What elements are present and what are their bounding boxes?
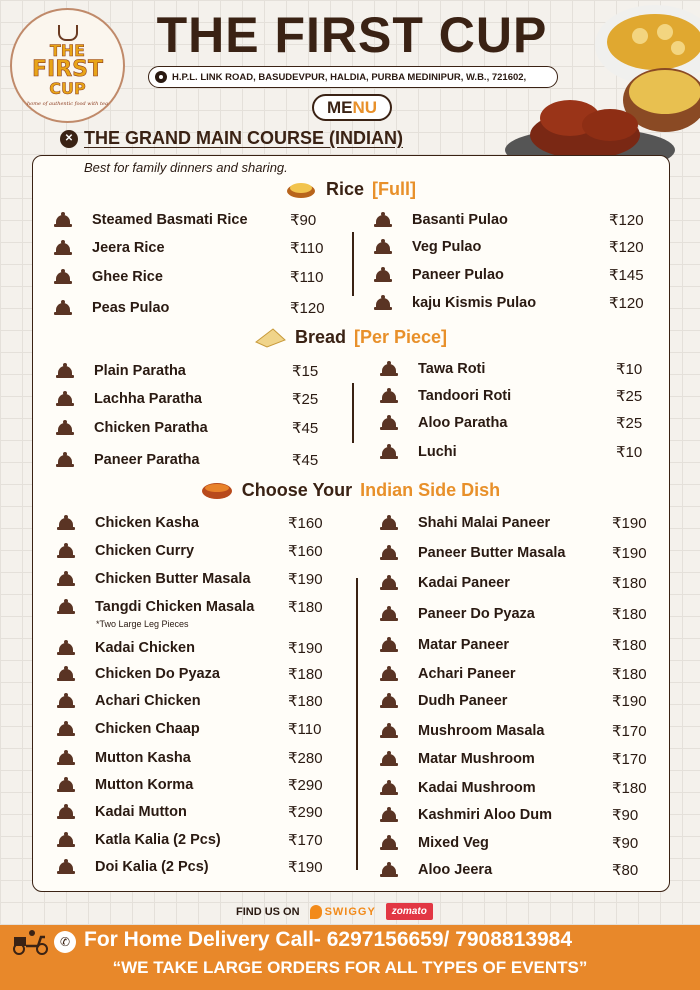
category-qualifier: Indian Side Dish: [360, 479, 501, 500]
cloche-icon: [57, 693, 75, 709]
menu-item-name: Achari Chicken: [95, 693, 201, 709]
curry-bowl-icon: [200, 479, 234, 501]
menu-item: [380, 690, 680, 712]
menu-item: [374, 264, 674, 286]
menu-item-name: Mushroom Masala: [418, 723, 545, 739]
cloche-icon: [54, 240, 72, 256]
cloche-icon: [54, 212, 72, 228]
paneer-piece: [657, 24, 673, 40]
menu-item: [57, 663, 357, 685]
section-heading: [60, 128, 403, 149]
menu-item-name: Plain Paratha: [94, 363, 186, 379]
menu-item-price: ₹170: [612, 751, 647, 768]
menu-item-name: Katla Kalia (2 Pcs): [95, 832, 221, 848]
menu-item: [380, 859, 680, 881]
menu-item-price: ₹180: [612, 575, 647, 592]
cloche-icon: [56, 420, 74, 436]
menu-item-name: Chicken Curry: [95, 543, 195, 559]
category-name: Rice: [325, 178, 365, 199]
menu-item-name: kaju Kismis Pulao: [412, 295, 537, 311]
restaurant-title: THE FIRST CUP: [156, 7, 548, 63]
menu-item-name: Chicken Do Pyaza: [95, 666, 220, 682]
cloche-icon: [380, 751, 398, 767]
cloche-icon: [380, 723, 398, 739]
rider-head: [29, 930, 35, 936]
cloche-icon: [374, 295, 392, 311]
menu-item: [380, 748, 680, 770]
menu-item: [56, 417, 356, 439]
menu-item: [57, 829, 357, 851]
cloche-icon: [380, 666, 398, 682]
menu-item-price: ₹90: [290, 212, 317, 229]
menu-item-price: ₹190: [612, 693, 647, 710]
menu-item: [380, 385, 680, 407]
curry-bowl: [607, 14, 700, 70]
menu-item-name: Kadai Paneer: [418, 575, 510, 591]
menu-item-name: Kadai Chicken: [95, 640, 195, 656]
cloche-icon: [57, 571, 75, 587]
menu-item-name: Aloo Paratha: [418, 415, 508, 431]
menu-item-price: ₹190: [288, 640, 323, 657]
menu-item-price: ₹180: [288, 599, 323, 616]
menu-item-name: Mixed Veg: [418, 835, 489, 851]
menu-item: [380, 603, 680, 625]
menu-item-price: ₹45: [292, 420, 319, 437]
menu-item-price: ₹160: [288, 543, 323, 560]
menu-item-price: ₹10: [616, 444, 643, 461]
cloche-icon: [380, 415, 398, 431]
menu-item-name: Matar Paneer: [418, 637, 510, 653]
menu-item-price: ₹15: [292, 363, 319, 380]
menu-item-price: ₹180: [612, 637, 647, 654]
menu-item-price: ₹180: [288, 666, 323, 683]
menu-item-name: Kadai Mushroom: [418, 780, 536, 796]
menu-item-name: Ghee Rice: [92, 269, 163, 285]
address-pill: [148, 66, 558, 88]
menu-item: [57, 637, 357, 659]
paneer-piece: [671, 41, 685, 55]
cup-icon: [58, 25, 78, 41]
cloche-icon: [56, 391, 74, 407]
menu-item: [380, 804, 680, 826]
menu-item-price: ₹180: [612, 666, 647, 683]
cloche-icon: [380, 835, 398, 851]
logo-tagline: home of authentic food with tea: [27, 100, 108, 107]
cloche-icon: [57, 515, 75, 531]
menu-item: [57, 512, 357, 534]
menu-item-name: Kashmiri Aloo Dum: [418, 807, 553, 823]
menu-item: [54, 297, 354, 319]
cloche-icon: [54, 269, 72, 285]
cloche-icon: [57, 804, 75, 820]
rice-bowl: [290, 183, 312, 193]
menu-item-name: Veg Pulao: [412, 239, 482, 255]
menu-item-name: Matar Mushroom: [418, 751, 535, 767]
menu-item-name: Paneer Paratha: [94, 452, 200, 468]
menu-item-name: Chicken Kasha: [95, 515, 199, 531]
menu-item: [374, 209, 674, 231]
menu-item-price: ₹170: [612, 723, 647, 740]
cloche-icon: [380, 606, 398, 622]
curry-bowl: [205, 484, 229, 492]
menu-item: [380, 358, 680, 380]
menu-item: [380, 441, 680, 463]
menu-item-price: ₹145: [609, 267, 644, 284]
menu-item: [57, 568, 357, 590]
cloche-icon: [57, 666, 75, 682]
menu-item-name: Chicken Chaap: [95, 721, 200, 737]
swiggy-logo-icon: [310, 905, 322, 919]
zomato-link[interactable]: zomato: [386, 903, 433, 920]
cloche-icon: [374, 212, 392, 228]
menu-item: [56, 360, 356, 382]
menu-item-name: Paneer Pulao: [412, 267, 504, 283]
cloche-icon: [380, 780, 398, 796]
cloche-icon: [374, 239, 392, 255]
menu-item: [380, 634, 680, 656]
cloche-icon: [380, 575, 398, 591]
cloche-icon: [56, 452, 74, 468]
cloche-icon: [380, 388, 398, 404]
menu-item-price: ₹190: [612, 515, 647, 532]
menu-item-price: ₹180: [288, 693, 323, 710]
menu-label-part-1: ME: [326, 98, 353, 117]
menu-item: [380, 412, 680, 434]
menu-item-price: ₹180: [612, 780, 647, 797]
category-rice: [0, 178, 700, 200]
find-us-row: [236, 903, 433, 920]
menu-item-name: Paneer Butter Masala: [418, 545, 566, 561]
swiggy-link[interactable]: [310, 905, 376, 919]
menu-item-name: Basanti Pulao: [412, 212, 508, 228]
menu-item: [57, 801, 357, 823]
menu-item: [380, 512, 680, 534]
menu-item-name: Tawa Roti: [418, 361, 486, 377]
bread-slice: [256, 329, 285, 347]
category-side-dish: [0, 479, 700, 501]
menu-item-price: ₹120: [609, 239, 644, 256]
menu-item-price: ₹290: [288, 777, 323, 794]
fork-knife-icon: ✕: [60, 130, 78, 148]
menu-item-price: ₹80: [612, 862, 639, 879]
cloche-icon: [57, 777, 75, 793]
logo-line-1: THE: [49, 40, 86, 60]
menu-item-price: ₹110: [288, 721, 322, 738]
menu-item: [56, 388, 356, 410]
menu-label-part-2: NU: [352, 98, 378, 117]
menu-item-price: ₹120: [609, 212, 644, 229]
cloche-icon: [380, 693, 398, 709]
tangdi-note: *Two Large Leg Pieces: [96, 619, 189, 629]
swiggy-label: SWIGGY: [324, 905, 376, 918]
food-photo: [500, 0, 700, 175]
menu-item: [57, 690, 357, 712]
cloche-icon: [57, 859, 75, 875]
menu-item: [54, 209, 354, 231]
cloche-icon: [56, 363, 74, 379]
logo-line-2: FIRST: [31, 56, 103, 82]
phone-icon: ✆: [54, 931, 76, 953]
cloche-icon: [57, 543, 75, 559]
biryani-rice: [629, 70, 700, 114]
cloche-icon: [57, 640, 75, 656]
menu-item-price: ₹110: [290, 240, 324, 257]
menu-item-price: ₹110: [290, 269, 324, 286]
menu-item: [57, 596, 357, 618]
delivery-scooter-icon: [10, 929, 50, 955]
menu-item-price: ₹170: [288, 832, 323, 849]
menu-item: [57, 774, 357, 796]
category-name: Bread: [294, 326, 346, 347]
brand-logo: [10, 8, 125, 123]
cloche-icon: [380, 444, 398, 460]
section-subtitle: Best for family dinners and sharing.: [84, 160, 288, 175]
cloche-icon: [380, 862, 398, 878]
menu-item-name: Dudh Paneer: [418, 693, 508, 709]
category-qualifier: [Full]: [372, 178, 416, 199]
cloche-icon: [57, 721, 75, 737]
menu-item: [380, 832, 680, 854]
rice-bowl-icon: [284, 178, 318, 200]
cloche-icon: [57, 832, 75, 848]
menu-item-name: Mutton Korma: [95, 777, 194, 793]
menu-item: [54, 237, 354, 259]
menu-item-name: Chicken Paratha: [94, 420, 208, 436]
category-bread: [0, 326, 700, 348]
menu-item: [57, 540, 357, 562]
paneer-piece: [632, 28, 648, 44]
menu-item-price: ₹90: [612, 807, 639, 824]
chicken-leg: [582, 109, 638, 141]
logo-line-3: CUP: [49, 78, 86, 98]
cloche-icon: [380, 637, 398, 653]
menu-item: [380, 542, 680, 564]
menu-item-name: Shahi Malai Paneer: [418, 515, 551, 531]
menu-item-name: Luchi: [418, 444, 457, 460]
menu-item-name: Mutton Kasha: [95, 750, 191, 766]
menu-item-name: Aloo Jeera: [418, 862, 493, 878]
location-pin-icon: [155, 71, 167, 83]
delivery-call-text[interactable]: For Home Delivery Call- 6297156659/ 7908813984: [84, 928, 572, 951]
cloche-icon: [380, 361, 398, 377]
cloche-icon: [54, 300, 72, 316]
menu-item-price: ₹90: [612, 835, 639, 852]
cloche-icon: [57, 599, 75, 615]
cloche-icon: [374, 267, 392, 283]
menu-item: [374, 236, 674, 258]
menu-item: [57, 856, 357, 878]
menu-item-name: Doi Kalia (2 Pcs): [95, 859, 209, 875]
menu-item: [380, 663, 680, 685]
menu-item-price: ₹10: [616, 361, 643, 378]
menu-item-name: Tangdi Chicken Masala: [95, 599, 255, 615]
menu-item-name: Paneer Do Pyaza: [418, 606, 535, 622]
menu-item-price: ₹45: [292, 452, 319, 469]
menu-item-name: Chicken Butter Masala: [95, 571, 251, 587]
cloche-icon: [380, 515, 398, 531]
category-name: Choose Your: [241, 479, 353, 500]
menu-label: [312, 94, 392, 121]
menu-item-price: ₹180: [612, 606, 647, 623]
cloche-icon: [380, 545, 398, 561]
menu-item: [380, 777, 680, 799]
section-title: THE GRAND MAIN COURSE (INDIAN): [84, 128, 403, 148]
menu-item-price: ₹160: [288, 515, 323, 532]
menu-item-name: Jeera Rice: [92, 240, 165, 256]
address-text: H.P.L. LINK ROAD, BASUDEVPUR, HALDIA, PURBA MEDINIPUR, W.B., 721602,: [172, 71, 527, 83]
menu-item: [57, 747, 357, 769]
bread-icon: [253, 326, 287, 348]
scooter-box: [14, 937, 26, 946]
large-orders-text: “WE TAKE LARGE ORDERS FOR ALL TYPES OF EVENTS”: [112, 958, 588, 977]
menu-item-price: ₹280: [288, 750, 323, 767]
menu-item-price: ₹290: [288, 804, 323, 821]
menu-item: [54, 266, 354, 288]
menu-item-price: ₹25: [292, 391, 319, 408]
find-us-label: FIND US ON: [236, 905, 300, 918]
cloche-icon: [380, 807, 398, 823]
menu-item: [380, 572, 680, 594]
cloche-icon: [57, 750, 75, 766]
menu-item-price: ₹190: [612, 545, 647, 562]
menu-item-name: Lachha Paratha: [94, 391, 202, 407]
menu-item-price: ₹120: [290, 300, 325, 317]
category-qualifier: [Per Piece]: [353, 326, 448, 347]
menu-item-name: Peas Pulao: [92, 300, 170, 316]
menu-item-price: ₹190: [288, 859, 323, 876]
menu-item-name: Kadai Mutton: [95, 804, 187, 820]
menu-item-price: ₹25: [616, 388, 643, 405]
menu-item: [380, 720, 680, 742]
menu-item-price: ₹190: [288, 571, 323, 588]
menu-item-price: ₹120: [609, 295, 644, 312]
menu-item-name: Tandoori Roti: [418, 388, 512, 404]
menu-item-name: Steamed Basmati Rice: [92, 212, 248, 228]
menu-item-price: ₹25: [616, 415, 643, 432]
menu-item: [374, 292, 674, 314]
menu-item: [57, 718, 357, 740]
menu-item-name: Achari Paneer: [418, 666, 516, 682]
menu-item: [56, 449, 356, 471]
